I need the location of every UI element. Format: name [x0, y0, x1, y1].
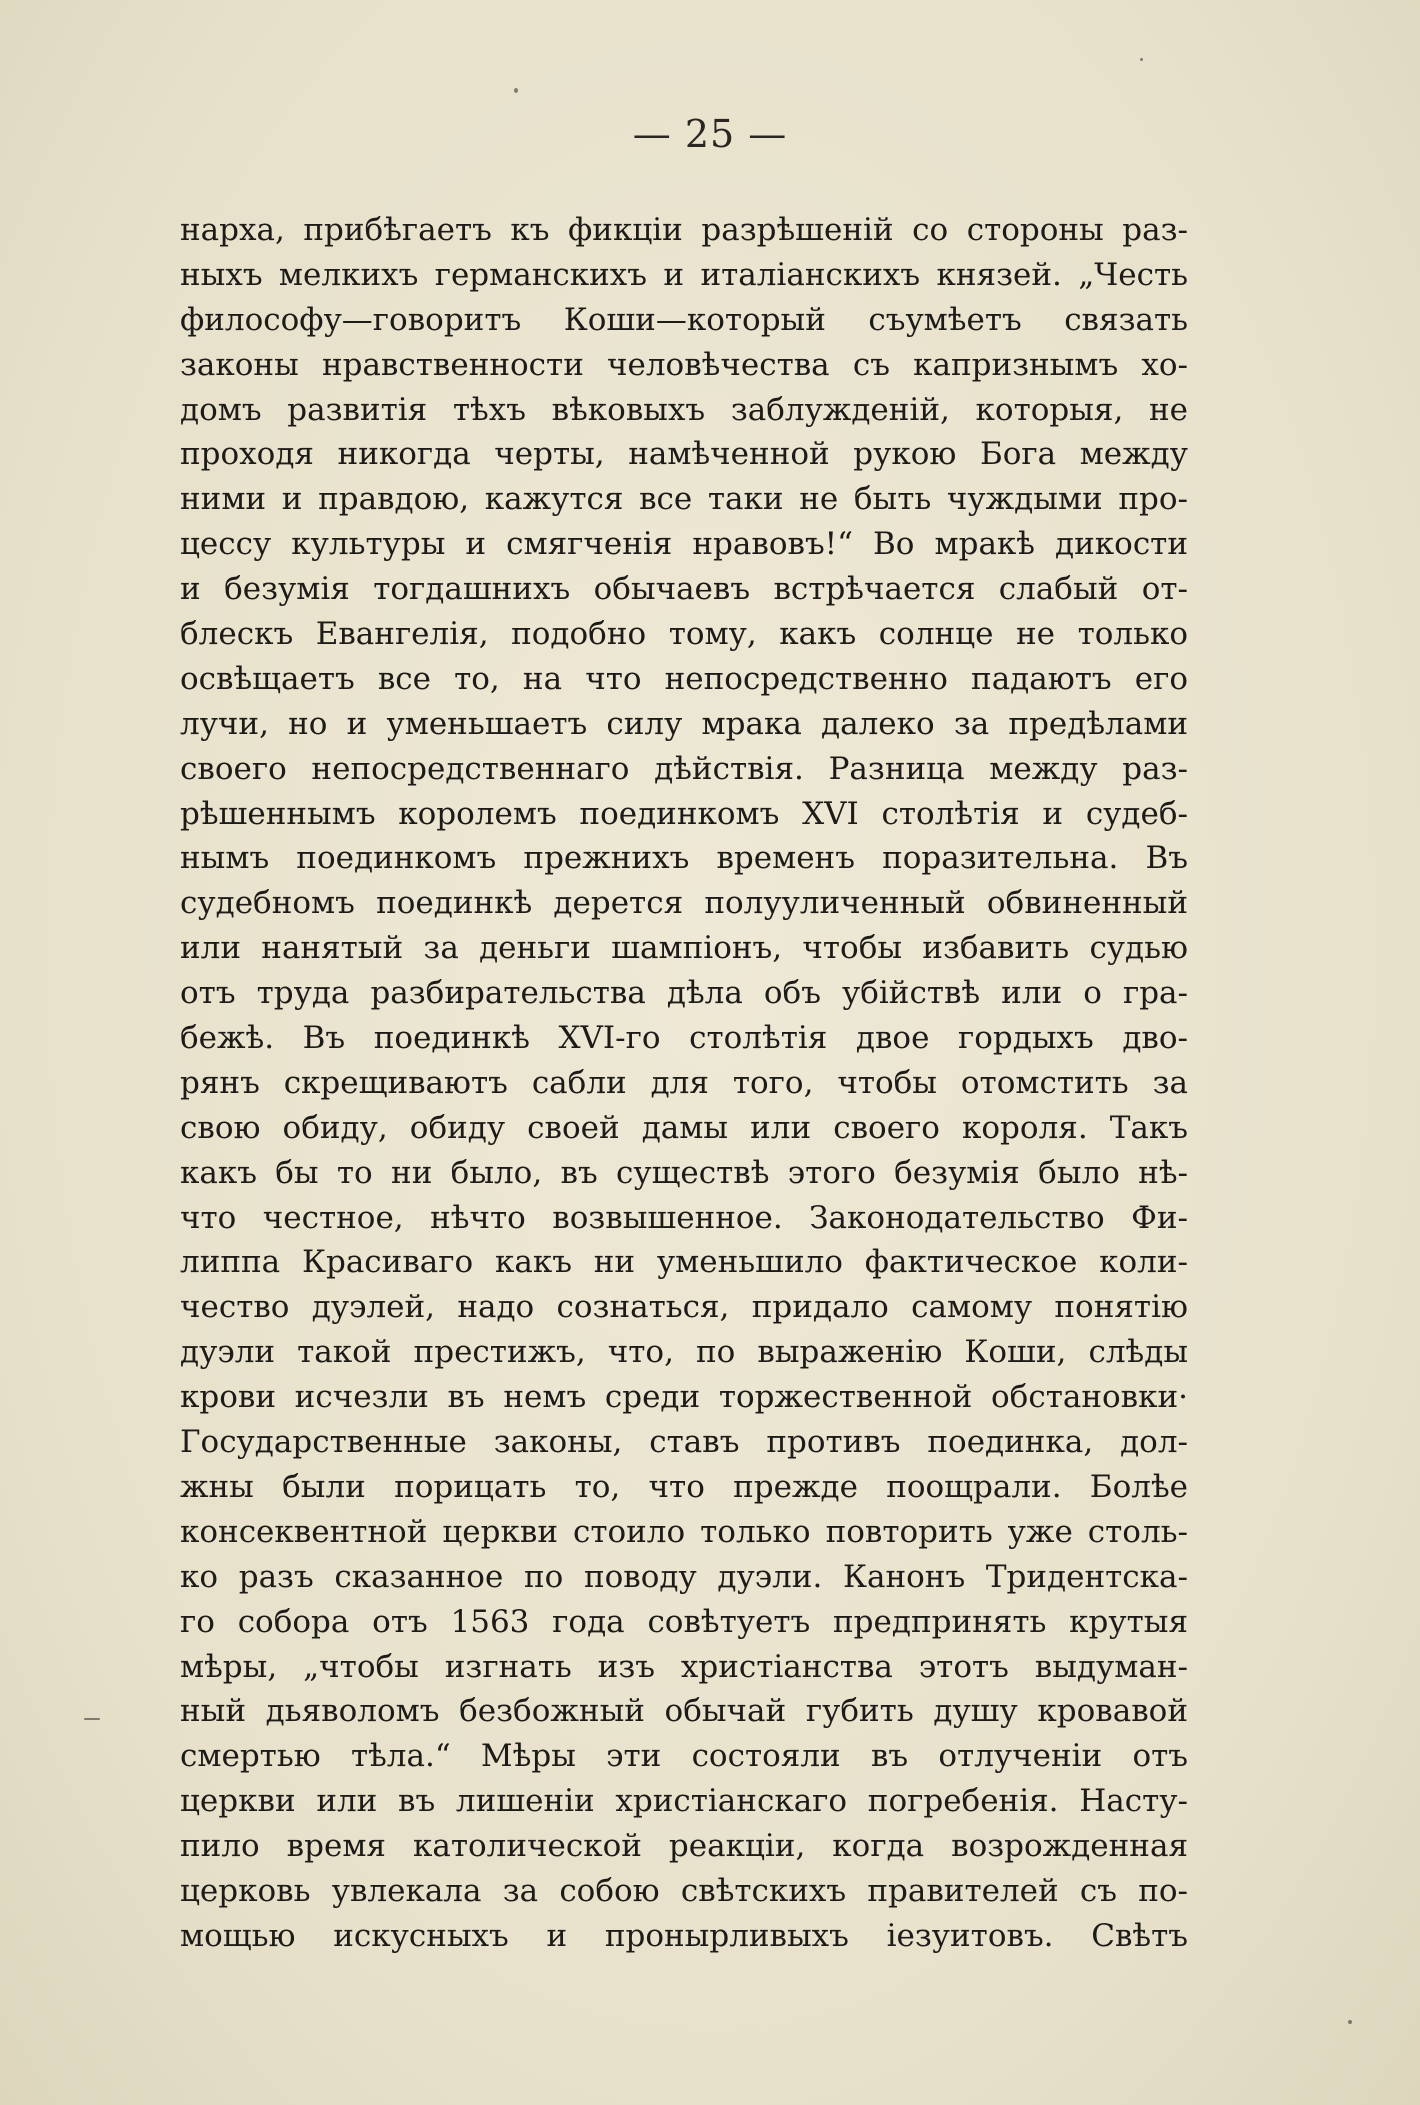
text-line: лучи, но и уменьшаетъ силу мрака далеко за предѣлами	[180, 705, 1188, 742]
body-text	[180, 208, 1188, 1959]
text-line: какъ бы то ни было, въ существѣ этого безумія было нѣ-	[180, 1154, 1188, 1191]
text-line: бежѣ. Въ поединкѣ XVI-го столѣтія двое гордыхъ дво-	[180, 1020, 1188, 1057]
text-line: ними и правдою, кажутся все таки не быть чуждыми про-	[180, 481, 1188, 518]
text-line: мощью искусныхъ и пронырливыхъ іезуитовъ. Свѣтъ	[180, 1917, 1188, 1954]
text-line: ко разъ сказанное по поводу дуэли. Канонъ Тридентска-	[180, 1558, 1188, 1595]
text-line: чество дуэлей, надо сознаться, придало самому понятію	[180, 1289, 1188, 1326]
text-line: освѣщаетъ все то, на что непосредственно падаютъ его	[180, 660, 1188, 697]
text-line: что честное, нѣчто возвышенное. Законодательство Фи-	[180, 1199, 1188, 1236]
text-line: ныхъ мелкихъ германскихъ и италіанскихъ князей. „Честь	[180, 256, 1188, 293]
text-line: и безумія тогдашнихъ обычаевъ встрѣчается слабый от-	[180, 571, 1188, 608]
ink-speck	[84, 1718, 100, 1720]
text-line: законы нравственности человѣчества съ капризнымъ хо-	[180, 346, 1188, 383]
text-line: блескъ Евангелія, подобно тому, какъ солнце не только	[180, 616, 1188, 653]
text-line: церковь увлекала за собою свѣтскихъ правителей съ по-	[180, 1872, 1188, 1909]
text-line: проходя никогда черты, намѣченной рукою Бога между	[180, 436, 1188, 473]
text-line: пило время католической реакціи, когда возрожденная	[180, 1828, 1188, 1865]
text-line: смертью тѣла.“ Мѣры эти состояли въ отлученіи отъ	[180, 1738, 1188, 1775]
text-line: мѣры, „чтобы изгнать изъ христіанства этотъ выдуман-	[180, 1648, 1188, 1685]
text-line: своего непосредственнаго дѣйствія. Разница между раз-	[180, 750, 1188, 787]
ink-speck	[514, 88, 518, 93]
text-line: ный дьяволомъ безбожный обычай губить душу кровавой	[180, 1693, 1188, 1730]
ink-speck	[1348, 2020, 1352, 2024]
text-line: философу—говоритъ Коши—который съумѣетъ связать	[180, 301, 1188, 338]
text-line: Государственные законы, ставъ противъ поединка, дол-	[180, 1424, 1188, 1461]
page-number-header: — 25 —	[632, 112, 788, 156]
text-line: или нанятый за деньги шампіонъ, чтобы избавить судью	[180, 930, 1188, 967]
text-line: свою обиду, обиду своей дамы или своего короля. Такъ	[180, 1109, 1188, 1146]
text-line: отъ труда разбирательства дѣла объ убійствѣ или о гра-	[180, 975, 1188, 1012]
text-line: жны были порицать то, что прежде поощрали. Болѣе	[180, 1468, 1188, 1505]
text-line: рянъ скрещиваютъ сабли для того, чтобы отомстить за	[180, 1064, 1188, 1101]
text-line: дуэли такой престижъ, что, по выраженію Коши, слѣды	[180, 1334, 1188, 1371]
text-line: консеквентной церкви стоило только повторить уже столь-	[180, 1513, 1188, 1550]
text-line: домъ развитія тѣхъ вѣковыхъ заблужденій, которыя, не	[180, 391, 1188, 428]
text-line: церкви или въ лишеніи христіанскаго погребенія. Насту-	[180, 1783, 1188, 1820]
text-line: нарха, прибѣгаетъ къ фикціи разрѣшеній со стороны раз-	[180, 212, 1188, 248]
text-line: нымъ поединкомъ прежнихъ временъ поразительна. Въ	[180, 840, 1188, 877]
text-line: липпа Красиваго какъ ни уменьшило фактическое коли-	[180, 1244, 1188, 1281]
text-line: судебномъ поединкѣ дерется полууличенный обвиненный	[180, 885, 1188, 922]
text-line: го собора отъ 1563 года совѣтуетъ предпринять крутыя	[180, 1603, 1188, 1640]
text-line: рѣшеннымъ королемъ поединкомъ XVI столѣтія и судеб-	[180, 795, 1188, 832]
text-line: крови исчезли въ немъ среди торжественной обстановки·	[180, 1379, 1188, 1416]
text-line: цессу культуры и смягченія нравовъ!“ Во мракѣ дикости	[180, 526, 1188, 563]
ink-speck	[1140, 58, 1143, 61]
